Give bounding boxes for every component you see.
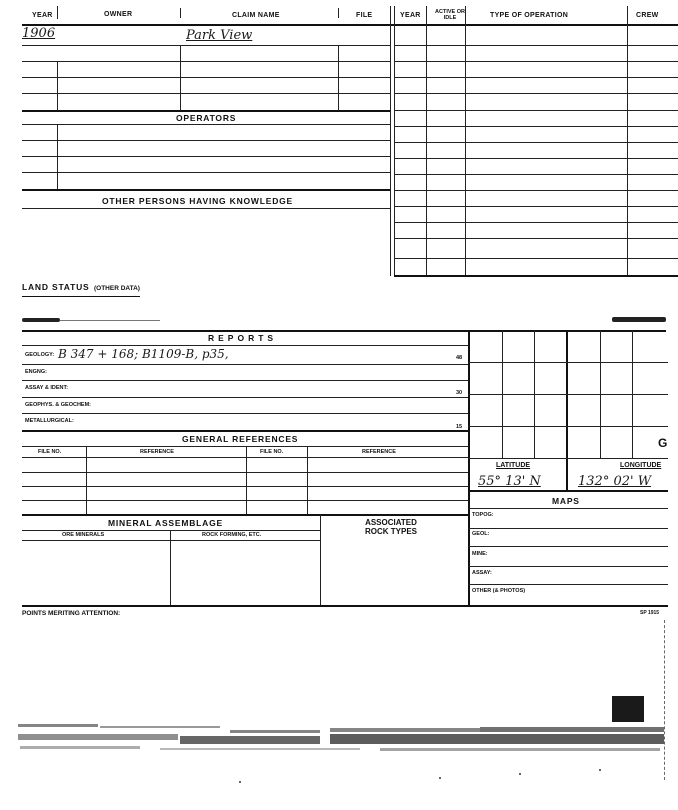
operators-label: OPERATORS <box>176 113 237 123</box>
scan-smudge <box>22 318 60 322</box>
report-num-48: 48 <box>456 355 463 361</box>
col-header-claim-name: CLAIM NAME <box>232 12 280 19</box>
mineral-assemblage-title: MINERAL ASSEMBLAGE <box>108 518 223 528</box>
col-header-type-of-operation: TYPE OF OPERATION <box>490 12 569 19</box>
maps-title: MAPS <box>552 496 580 506</box>
longitude-label: LONGITUDE <box>620 462 662 469</box>
reports-title: REPORTS <box>208 333 278 343</box>
points-meriting-attention-label: POINTS MERITING ATTENTION: <box>22 610 121 617</box>
land-status-heading <box>22 277 140 297</box>
report-label-metallurgical: METALLURGICAL: <box>25 418 74 424</box>
report-num-15: 15 <box>456 424 463 430</box>
land-status-label: LAND STATUS <box>22 282 90 292</box>
entry-claim-name: Park View <box>186 28 253 43</box>
col-header-file: FILE <box>356 12 373 19</box>
entry-year: 1906 <box>22 26 56 41</box>
map-row-geol: GEOL: <box>472 531 490 537</box>
map-row-assay: ASSAY: <box>472 570 492 576</box>
report-value-geology: B 347 + 168; B1109-B, p35, <box>58 347 229 361</box>
report-label-geology: GEOLOGY: <box>25 352 55 358</box>
col-header-reference-2: REFERENCE <box>362 449 396 455</box>
col-header-reference: REFERENCE <box>140 449 174 455</box>
map-row-other: OTHER (& PHOTOS) <box>472 588 526 594</box>
col-header-file-no-2: FILE NO. <box>260 449 284 455</box>
form-number: SP 1915 <box>640 610 660 616</box>
scan-noise <box>0 690 678 810</box>
associated-rock-types-label: ASSOCIATED ROCK TYPES <box>364 518 417 536</box>
col-header-crew: CREW <box>636 12 659 19</box>
col-header-owner: OWNER <box>104 11 133 18</box>
col-header-year: YEAR <box>32 12 53 19</box>
col-header-rock-forming: ROCK FORMING, ETC. <box>202 532 262 538</box>
report-label-geophys: GEOPHYS. & GEOCHEM: <box>25 402 92 408</box>
longitude-value: 132° 02' W <box>578 474 652 489</box>
latitude-label: LATITUDE <box>496 462 531 469</box>
col-header-year-2: YEAR <box>400 12 421 19</box>
other-persons-label: OTHER PERSONS HAVING KNOWLEDGE <box>102 196 294 206</box>
report-label-assay: ASSAY & IDENT: <box>25 385 69 391</box>
corner-letter: G <box>658 436 669 450</box>
land-status-sublabel: (OTHER DATA) <box>93 285 140 292</box>
col-header-ore-minerals: ORE MINERALS <box>62 532 105 538</box>
map-row-mine: MINE: <box>472 551 488 557</box>
report-label-engng: ENGNG: <box>25 369 47 375</box>
scan-smudge <box>612 317 666 322</box>
general-references-title: GENERAL REFERENCES <box>182 434 299 444</box>
map-row-topog: TOPOG: <box>472 512 494 518</box>
latitude-value: 55° 13' N <box>478 474 541 489</box>
col-header-file-no: FILE NO. <box>38 449 62 455</box>
report-num-30: 30 <box>456 390 463 396</box>
col-header-active-or-idle: ACTIVE OR IDLE <box>435 9 465 21</box>
